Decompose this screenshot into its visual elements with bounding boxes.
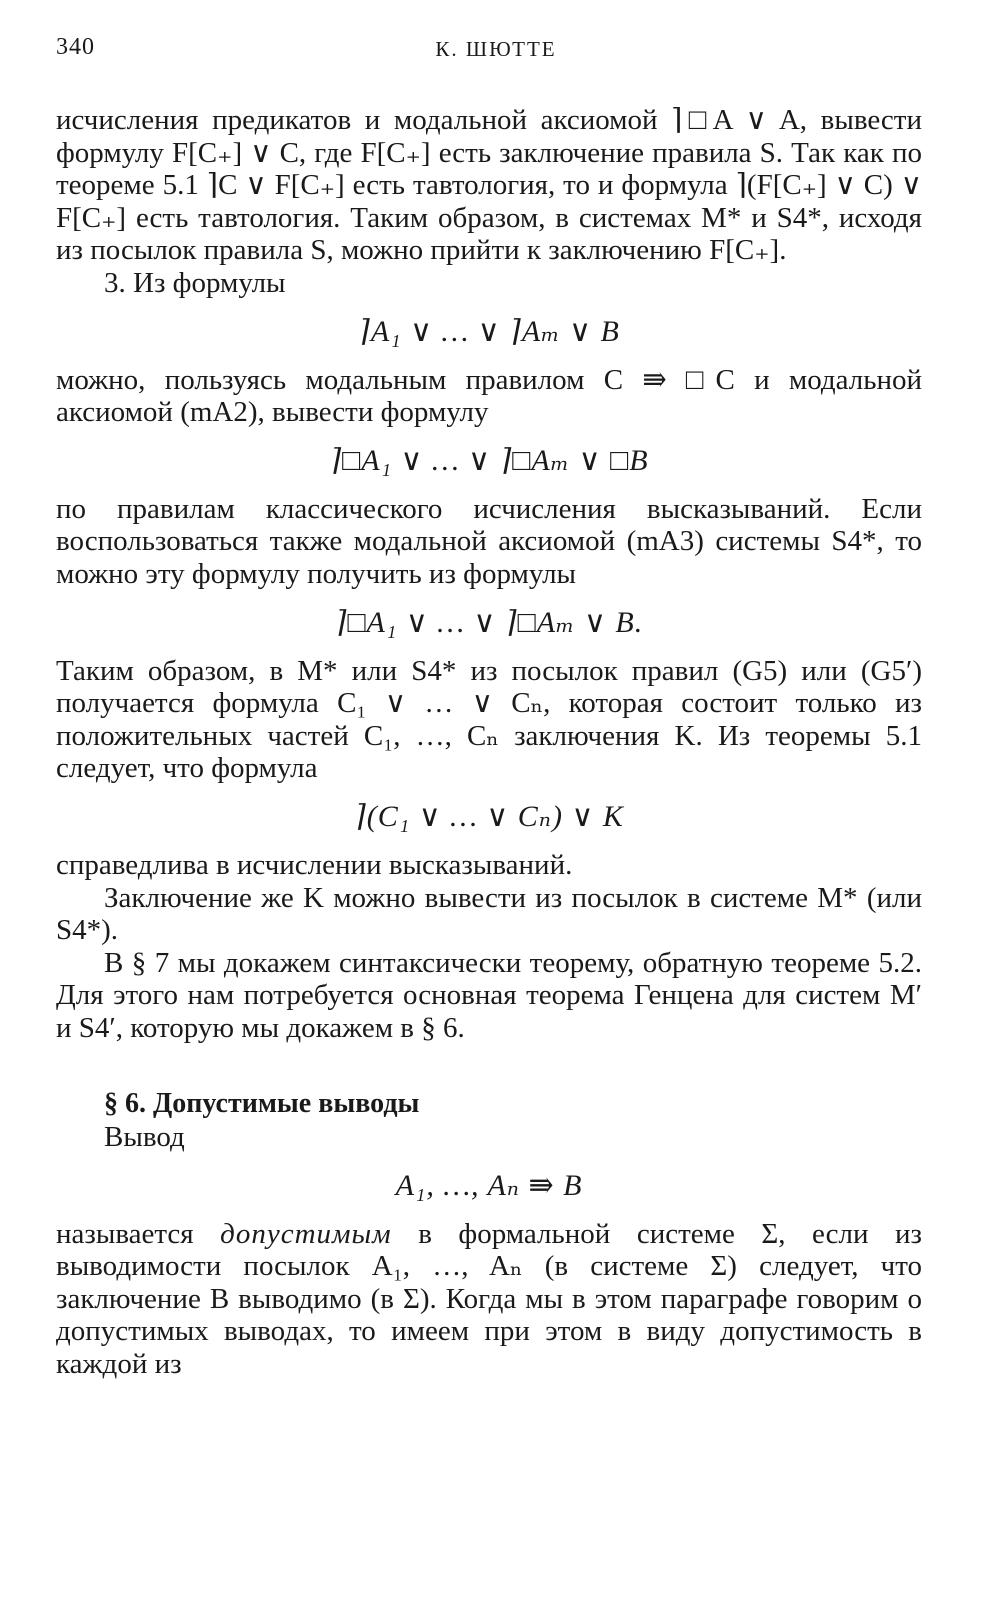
paragraph-8: В § 7 мы докажем синтаксически теорему, обратную теореме 5.2. Для этого нам потребуется основная теорема Генцена для систем M′ и S4′, которую мы докажем в § 6. bbox=[56, 946, 922, 1044]
formula-1: ⌉A₁ ∨ … ∨ ⌉Aₘ ∨ B bbox=[358, 314, 620, 348]
body-text bbox=[56, 104, 922, 1381]
section-title: § 6. Допустимые выводы bbox=[104, 1088, 420, 1120]
section-paragraph bbox=[56, 1218, 922, 1381]
paragraph-2: 3. Из формулы bbox=[104, 266, 286, 299]
formula-4: ⌉(C₁ ∨ … ∨ Cₙ) ∨ K bbox=[354, 799, 624, 833]
page-number: 340 bbox=[56, 34, 95, 60]
section-intro: Вывод bbox=[104, 1121, 185, 1154]
paragraph-6: справедлива в исчислении высказываний. bbox=[56, 848, 573, 881]
formula-3: ⌉□A₁ ∨ … ∨ ⌉□Aₘ ∨ B. bbox=[334, 605, 644, 639]
text-before-term: называется bbox=[56, 1217, 194, 1250]
paragraph-1: исчисления предикатов и модальной аксиомой ⌉□A ∨ A, вывести формулу F[C₊] ∨ C, где F[C₊] есть заключение правила S. Так как по теореме 5.1 ⌉C ∨ F[C₊] есть тавтология, то и формула ⌉(F[C₊] ∨ C) ∨ F[C₊] есть тавтология. Таким образом, в системах M* и S4*, исходя из посылок правила S, можно прийти к заключению F[C₊]. bbox=[56, 104, 922, 267]
section-formula: A₁, …, Aₙ ⇛ B bbox=[395, 1168, 583, 1202]
text-after-term: в формальной системе Σ, если из выводимости посылок A₁, …, Aₙ (в системе Σ) следует, что заключение B выводимо (в Σ). Когда мы в этом параграфе говорим о допустимых выводах, то имеем при этом в виду допустимость в каждой из bbox=[56, 1217, 923, 1381]
paragraph-3: можно, пользуясь модальным правилом C ⇛ □C и модальной аксиомой (mA2), вывести формулу bbox=[56, 363, 922, 429]
defined-term: допустимым bbox=[220, 1217, 392, 1250]
paragraph-7: Заключение же K можно вывести из посылок в системе M* (или S4*). bbox=[56, 881, 922, 947]
page-header bbox=[56, 34, 936, 68]
running-head: К. ШЮТТЕ bbox=[435, 37, 557, 61]
formula-2: ⌉□A₁ ∨ … ∨ ⌉□Aₘ ∨ □B bbox=[329, 443, 649, 477]
paragraph-5: Таким образом, в M* или S4* из посылок правил (G5) или (G5′) получается формула C₁ ∨ … ∨ Cₙ, которая состоит только из положительных частей C₁, …, Cₙ заключения K. Из теоремы 5.1 следует, что формула bbox=[56, 654, 922, 785]
paragraph-4: по правилам классического исчисления высказываний. Если воспользоваться также модальной аксиомой (mA3) системы S4*, то можно эту формулу получить из формулы bbox=[56, 492, 922, 590]
